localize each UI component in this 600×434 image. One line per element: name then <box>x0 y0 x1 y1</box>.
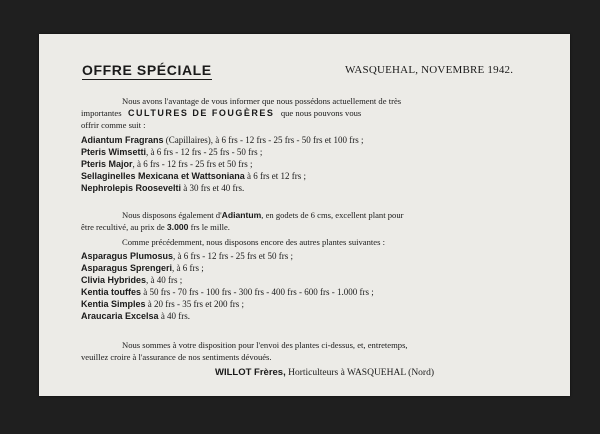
other-plants-intro: Comme précédemment, nous disposons encore des autres plantes suivantes : <box>122 237 386 247</box>
list-item <box>81 146 363 158</box>
item-prices: à 50 frs - 70 frs - 100 frs - 300 frs - 400 frs - 600 frs - 1.000 frs ; <box>141 287 374 297</box>
item-prices: , à 6 frs - 12 frs - 25 frs - 50 frs ; <box>145 147 263 157</box>
item-name: Sellaginelles Mexicana et Wattsoniana <box>81 171 245 181</box>
item-prices: , à 40 frs ; <box>146 275 183 285</box>
list-item <box>81 182 363 194</box>
item-note: (Capillaires) <box>163 135 211 145</box>
item-prices: , à 6 frs - 12 frs - 25 frs et 50 frs ; <box>132 159 253 169</box>
adiantum-line-2-pre: être recultivé, au prix de <box>81 222 165 232</box>
adiantum-paragraph <box>81 209 537 233</box>
item-name: Nephrolepis Roosevelti <box>81 183 182 193</box>
item-prices: à 30 frs et 40 frs. <box>181 183 245 193</box>
list-item <box>81 286 374 298</box>
item-name: Araucaria Excelsa <box>81 311 159 321</box>
list-item <box>81 134 363 146</box>
item-name: Pteris Major <box>81 159 133 169</box>
page-title: OFFRE SPÉCIALE <box>82 62 212 78</box>
intro-line-3: offrir comme suit : <box>81 120 146 130</box>
list-item <box>81 310 374 322</box>
list-item <box>81 170 363 182</box>
list-item <box>81 262 374 274</box>
adiantum-line-1-pre: Nous disposons également d' <box>122 210 222 220</box>
item-name: Kentia Simples <box>81 299 146 309</box>
intro-paragraph <box>81 95 537 131</box>
item-prices: à 20 frs - 35 frs et 200 frs ; <box>145 299 245 309</box>
adiantum-bold: Adiantum <box>221 210 262 220</box>
item-name: Pteris Wimsetti <box>81 147 146 157</box>
item-prices: , à 6 frs - 12 frs - 25 frs et 50 frs ; <box>173 251 294 261</box>
adiantum-line-1 <box>81 209 537 221</box>
signature-rest: Horticulteurs à WASQUEHAL (Nord) <box>288 368 435 378</box>
place-date: WASQUEHAL, NOVEMBRE 1942. <box>345 64 514 76</box>
item-prices: à 6 frs et 12 frs ; <box>244 171 306 181</box>
adiantum-line-1-post: , en godets de 6 cms, excellent plant pour <box>261 210 404 220</box>
item-name: Clivia Hybrides <box>81 275 147 285</box>
item-name: Adiantum Fragrans <box>81 135 164 145</box>
list-item <box>81 274 374 286</box>
item-prices: , à 6 frs ; <box>172 263 204 273</box>
signature-name: WILLOT Frères, <box>215 367 286 378</box>
list-item <box>81 158 363 170</box>
intro-line-2-pre: importantes <box>81 108 122 118</box>
item-prices: , à 6 frs - 12 frs - 25 frs - 50 frs et 100 frs ; <box>210 135 364 145</box>
list-item <box>81 250 374 262</box>
intro-line-2-post: que nous pouvons vous <box>280 108 362 118</box>
cultures-heading: CULTURES DE FOUGÈRES <box>128 108 275 118</box>
plant-list <box>81 250 374 322</box>
signature <box>215 367 434 378</box>
item-name: Asparagus Sprengeri <box>81 263 173 273</box>
intro-line-1: Nous avons l'avantage de vous informer que nous possédons actuellement de très <box>122 96 402 106</box>
item-prices: à 40 frs. <box>158 311 191 321</box>
offer-card <box>39 34 570 396</box>
item-name: Asparagus Plumosus <box>81 251 174 261</box>
intro-line-2 <box>81 107 537 119</box>
adiantum-price: 3.000 <box>166 222 189 232</box>
fern-list <box>81 134 363 194</box>
adiantum-line-2 <box>81 222 230 232</box>
list-item <box>81 298 374 310</box>
item-name: Kentia touffes <box>81 287 142 297</box>
closing-line-2: veuillez croire à l'assurance de nos sentiments dévoués. <box>81 352 272 362</box>
adiantum-line-2-post: frs le mille. <box>190 222 230 232</box>
closing-paragraph <box>81 339 537 363</box>
closing-line-1: Nous sommes à votre disposition pour l'envoi des plantes ci-dessus, et, entretemps, <box>122 340 408 350</box>
